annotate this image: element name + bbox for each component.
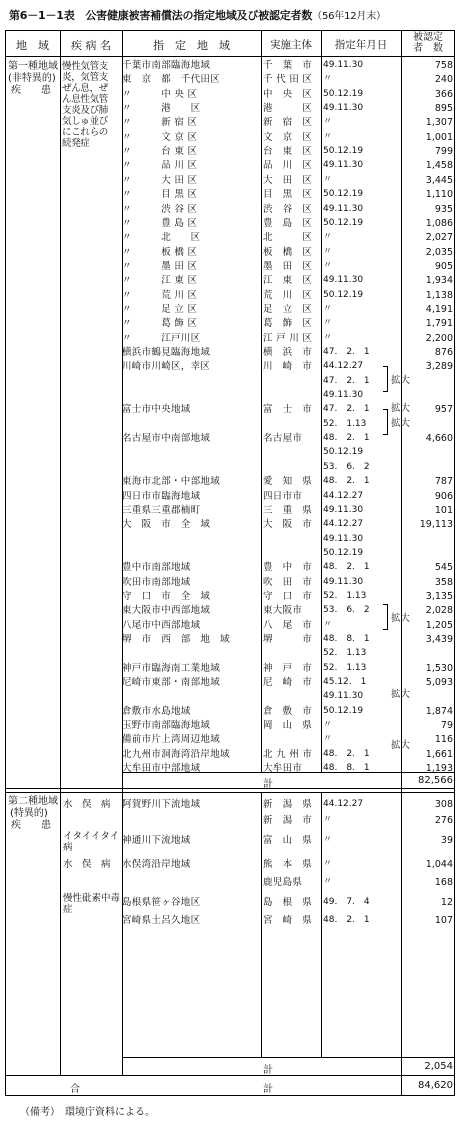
table-row (5, 475, 455, 488)
designation-date: 〃 (323, 859, 333, 869)
header-count-1: 被認定 (413, 32, 443, 43)
designation-date: 〃 (323, 260, 333, 271)
designation-date: 〃 (323, 720, 333, 731)
group2-subtotal-value: 2,054 (424, 1061, 453, 1072)
designated-area: 〃 目 黒 区 (122, 189, 198, 201)
group2-label-disease: 疾 患 (11, 820, 51, 831)
table-row (5, 274, 455, 287)
implementing-body: 大牟田市 (263, 763, 303, 775)
certified-count: 101 (434, 504, 453, 516)
designation-date: 49.11.30 (323, 576, 364, 587)
designation-date: 49.11.30 (323, 390, 364, 401)
certified-count: 5,093 (425, 677, 453, 689)
implementing-body: 川 崎 市 (263, 361, 313, 373)
certified-count: 4,660 (425, 433, 453, 445)
table-row (5, 858, 455, 871)
implementing-body: 横 浜 市 (263, 347, 313, 358)
certified-count: 1,001 (425, 131, 453, 143)
designation-date: 48. 8. 1 (323, 763, 370, 774)
bracket-nagoya (383, 409, 388, 435)
group1-subtotal-value: 82,566 (418, 775, 453, 786)
implementing-body: 名古屋市 (263, 433, 303, 445)
certified-count: 2,200 (425, 332, 453, 344)
designated-area: 神戸市臨海南工業地域 (122, 662, 221, 674)
implementing-body: 鹿児島県 (263, 877, 303, 888)
table-row (5, 831, 455, 853)
designation-date: 48. 2. 1 (323, 915, 370, 925)
implementing-body: 愛 知 県 (263, 476, 313, 488)
table-row (5, 576, 455, 589)
designation-date: 〃 (323, 332, 333, 343)
certified-count: 1,110 (425, 189, 453, 201)
designated-area: 大 阪 市 全 域 (122, 519, 211, 531)
designation-date: 50.12.19 (323, 705, 364, 716)
table-row (5, 633, 455, 646)
certified-count: 876 (434, 347, 453, 358)
designation-date: 48. 2. 1 (323, 433, 370, 444)
expansion-label-nagoya: 拡大 (391, 418, 411, 429)
implementing-body: 富 山 県 (263, 835, 313, 846)
implementing-body: 島 根 県 (263, 897, 313, 908)
certified-count: 19,113 (419, 519, 453, 531)
designation-date: 〃 (323, 131, 333, 142)
certified-count: 79 (440, 720, 453, 732)
designation-date: 50.12.19 (323, 447, 364, 458)
implementing-body: 豊 中 市 (263, 562, 313, 574)
table-row (5, 303, 455, 316)
total-label-2: 計 (263, 1084, 273, 1095)
rule-top (5, 30, 455, 31)
certified-count: 906 (434, 490, 453, 502)
designated-area: 三重県三重郡楠町 (122, 504, 201, 516)
designated-area: 川崎市川崎区，幸区 (122, 361, 211, 373)
rule-group1-bottom (5, 788, 455, 789)
table-row (5, 719, 455, 732)
implementing-body: 千 葉 市 (263, 60, 313, 71)
implementing-body: 東大阪市 (263, 605, 303, 617)
designation-date: 49.11.30 (323, 160, 364, 171)
implementing-body: 岡 山 県 (263, 720, 313, 732)
designation-date: 〃 (323, 835, 333, 845)
designation-date: 50.12.19 (323, 189, 364, 200)
implementing-body: 四日市市 (263, 490, 303, 502)
table-row (5, 159, 455, 172)
certified-count: 2,027 (425, 232, 453, 244)
table-row (5, 59, 455, 72)
designation-date: 49.11.30 (323, 504, 364, 515)
designated-area: 名古屋市中南部地域 (122, 433, 211, 445)
table-row (5, 676, 455, 689)
designation-date: 49.11.30 (323, 203, 364, 214)
designation-date: 〃 (323, 232, 333, 243)
certified-count: 1,458 (425, 160, 453, 172)
table-row (5, 490, 455, 503)
designation-date: 44.12.27 (323, 799, 364, 809)
implementing-body: 荒 川 区 (263, 289, 313, 301)
table-row (5, 662, 455, 675)
designated-area: 島根県笹ヶ谷地区 (122, 897, 201, 908)
disease-name: 水 俣 病 (63, 799, 111, 810)
group2-label-sub: (特異的) (10, 808, 48, 819)
table-row (5, 914, 455, 927)
implementing-body: 尼 崎 市 (263, 677, 313, 689)
certified-count: 1,138 (425, 289, 453, 301)
table-row (5, 88, 455, 101)
certified-count: 3,289 (425, 361, 453, 373)
designated-area: 吹田市南部地域 (122, 576, 191, 588)
group1-disease-line: 炎，気管支 (62, 72, 109, 83)
designation-date: 48. 2. 1 (323, 562, 370, 573)
designation-date: 44.12.27 (323, 361, 364, 372)
certified-count: 1,874 (425, 705, 453, 717)
group1-disease-line: 気しゅ並び (62, 116, 109, 127)
designation-date: 49.11.30 (323, 691, 364, 702)
table-row (5, 461, 455, 474)
table-row (5, 102, 455, 115)
designated-area: 富士市中央地域 (122, 404, 191, 416)
designated-area: 〃 中 央 区 (122, 88, 198, 100)
designated-area: 阿賀野川下流地域 (122, 799, 201, 810)
total-label-1: 合 (70, 1084, 80, 1095)
table-row (5, 217, 455, 230)
implementing-body: 新 宿 区 (263, 117, 313, 129)
table-row (5, 289, 455, 302)
designation-date: 50.12.19 (323, 217, 364, 228)
disease-name: 水 俣 病 (63, 859, 111, 870)
table-row (5, 690, 455, 703)
table-row (5, 231, 455, 244)
certified-count: 107 (434, 915, 453, 926)
expansion-label-fuji: 拡大 (391, 403, 411, 414)
designation-date: 〃 (323, 246, 333, 257)
designated-area: 八尾市中西部地域 (122, 619, 201, 631)
designated-area: 堺 市 西 部 地 域 (122, 634, 230, 645)
implementing-body: 豊 島 区 (263, 217, 313, 229)
certified-count: 957 (434, 404, 453, 416)
header-area: 指 定 地 域 (153, 39, 230, 52)
table-row (5, 332, 455, 345)
bracket-osaka (383, 604, 388, 630)
implementing-body: 足 立 区 (263, 303, 313, 315)
header-region: 地 域 (16, 39, 49, 52)
designation-date: 48. 2. 1 (323, 748, 370, 759)
table-row (5, 705, 455, 718)
implementing-body: 倉 敷 市 (263, 705, 313, 717)
implementing-body: 江 東 区 (263, 275, 313, 287)
implementing-body: 富 士 市 (263, 404, 313, 416)
rule-header-bottom (5, 56, 455, 57)
designation-date: 45.12. 1 (323, 677, 367, 688)
certified-count: 39 (440, 835, 453, 846)
designated-area: 〃 新 宿 区 (122, 117, 198, 129)
implementing-body: 新 潟 県 (263, 799, 313, 810)
table-row (5, 174, 455, 187)
table-row (5, 762, 455, 775)
group1-disease-line: 慢性気管支 (62, 61, 109, 72)
designated-area: 玉野市南部臨海地域 (122, 720, 211, 732)
designated-area: 大牟田市中部地域 (122, 763, 201, 775)
certified-count: 2,035 (425, 246, 453, 258)
designated-area: 水俣湾沿岸地域 (122, 859, 191, 870)
certified-count: 2,028 (425, 605, 453, 617)
group1-disease-line: 支炎及び肺 (62, 105, 109, 116)
designation-date: 〃 (323, 815, 333, 825)
implementing-body: 大 阪 市 (263, 519, 313, 531)
table-row (5, 893, 455, 915)
header-body: 実施主体 (270, 39, 312, 51)
implementing-body: 千 代 田 区 (263, 74, 313, 86)
designation-date: 52. 1.13 (323, 418, 367, 429)
certified-count: 4,191 (425, 303, 453, 315)
designation-date: 48. 8. 1 (323, 634, 370, 644)
certified-count: 545 (434, 562, 453, 574)
table-row (5, 446, 455, 459)
implementing-body: 新 潟 市 (263, 815, 313, 826)
expansion-label-kawasaki: 拡大 (391, 375, 411, 386)
group1-disease-line: ぜん息，ぜ (62, 83, 109, 94)
designated-area: 宮崎県土呂久地区 (122, 915, 201, 926)
implementing-body: 熊 本 県 (263, 859, 313, 870)
total-value: 84,620 (418, 1080, 453, 1091)
certified-count: 1,661 (425, 748, 453, 760)
source-note: （備考） 環境庁資料による。 (20, 1107, 155, 1118)
rule-bottom (5, 1095, 455, 1096)
table-row (5, 73, 455, 86)
expansion-label-sakai: 拡大 (391, 689, 411, 700)
table-row (5, 547, 455, 560)
designated-area: 備前市片上湾周辺地域 (122, 734, 221, 746)
designated-area: 〃 港 区 (122, 103, 201, 115)
certified-count: 168 (434, 877, 453, 888)
disease-name: イタイイタイ病 (63, 831, 120, 853)
designated-area: 豊中市南部地域 (122, 562, 191, 574)
designated-area: 守 口 市 全 域 (122, 590, 211, 602)
table-row (5, 145, 455, 158)
table-row (5, 647, 455, 660)
table-row (5, 116, 455, 129)
implementing-body: 宮 崎 県 (263, 915, 313, 926)
group1-disease-line: 続発症 (62, 138, 90, 149)
table-row (5, 504, 455, 517)
implementing-body: 品 川 区 (263, 160, 313, 172)
certified-count: 240 (434, 74, 453, 86)
designation-date: 53. 6. 2 (323, 461, 370, 472)
implementing-body: 堺 市 (263, 634, 313, 645)
certified-count: 3,439 (425, 634, 453, 645)
implementing-body: 江 戸 川 区 (263, 332, 313, 344)
designated-area: 倉敷市水島地域 (122, 705, 191, 717)
designated-area: 東海市北部・中部地域 (122, 476, 221, 488)
designation-date: 49.11.30 (323, 60, 364, 70)
rule-group2-bottom (5, 1075, 455, 1076)
designation-date: 49.11.30 (323, 275, 364, 286)
designation-date: 47. 2. 1 (323, 404, 370, 415)
designated-area: 〃 品 川 区 (122, 160, 198, 172)
certified-count: 935 (434, 203, 453, 215)
implementing-body: 大 田 区 (263, 174, 313, 186)
designation-date: 50.12.19 (323, 289, 364, 300)
table-row (5, 748, 455, 761)
certified-count: 366 (434, 88, 453, 100)
implementing-body: 目 黒 区 (263, 189, 313, 201)
implementing-body: 港 区 (263, 103, 313, 115)
certified-count: 3,135 (425, 590, 453, 602)
header-disease: 疾 病 名 (71, 39, 111, 52)
designation-date: 44.12.27 (323, 490, 364, 501)
designated-area-table (5, 30, 455, 1095)
certified-count: 3,445 (425, 174, 453, 186)
table-unit-note: （56年12月末） (312, 11, 386, 22)
certified-count: 276 (434, 815, 453, 826)
certified-count: 1,086 (425, 217, 453, 229)
designation-date: 49. 7. 4 (323, 897, 370, 907)
designation-date: 〃 (323, 303, 333, 314)
designated-area: 千葉市南部臨海地域 (122, 60, 211, 71)
designated-area: 〃 北 区 (122, 232, 201, 244)
implementing-body: 北 区 (263, 232, 313, 244)
certified-count: 895 (434, 103, 453, 115)
rule-subtotal2-top (122, 1057, 455, 1058)
table-row (5, 317, 455, 330)
implementing-body: 渋 谷 区 (263, 203, 313, 215)
group1-label-disease: 疾 患 (11, 85, 51, 96)
certified-count: 12 (440, 897, 453, 908)
rule-group2-top (5, 792, 455, 793)
designation-date: 52. 1.13 (323, 590, 367, 601)
certified-count: 358 (434, 576, 453, 588)
designated-area: 東大阪市中西部地域 (122, 605, 211, 617)
disease-name: 慢性砒素中毒症 (63, 893, 121, 915)
table-row (5, 590, 455, 603)
designated-area: 東 京 都 千代田区 (122, 74, 221, 86)
certified-count: 905 (434, 260, 453, 272)
header-date: 指定年月日 (334, 39, 388, 51)
table-row (5, 346, 455, 359)
designation-date: 50.12.19 (323, 146, 364, 157)
designated-area: 〃 江 東 区 (122, 275, 198, 287)
certified-count: 1,934 (425, 275, 453, 287)
designated-area: 〃 荒 川 区 (122, 289, 198, 301)
group1-disease-line: にこれらの (62, 127, 109, 138)
designation-date: 53. 6. 2 (323, 605, 370, 616)
bracket-kawasaki (383, 366, 388, 392)
designation-date: 50.12.19 (323, 547, 364, 558)
designated-area: 〃 渋 谷 区 (122, 203, 198, 215)
certified-count: 787 (434, 476, 453, 488)
certified-count: 116 (434, 734, 453, 746)
group1-subtotal-label: 計 (263, 779, 273, 790)
table-row (5, 733, 455, 746)
designation-date: 48. 2. 1 (323, 476, 370, 487)
expansion-label-amagasaki: 拡大 (391, 740, 411, 751)
implementing-body: 台 東 区 (263, 146, 313, 158)
implementing-body: 北 九 州 市 (263, 748, 313, 760)
designated-area: 神通川下流地域 (122, 835, 191, 846)
designation-date: 52. 1.13 (323, 648, 367, 659)
certified-count: 758 (434, 60, 453, 71)
designation-date: 〃 (323, 619, 333, 630)
implementing-body: 八 尾 市 (263, 619, 313, 631)
designated-area: 〃 江戸川区 (122, 332, 201, 344)
implementing-body: 文 京 区 (263, 131, 313, 143)
certified-count: 799 (434, 146, 453, 158)
designation-date: 47. 2. 1 (323, 375, 370, 386)
certified-count: 1,530 (425, 662, 453, 674)
table-row (5, 533, 455, 546)
designation-date: 〃 (323, 74, 333, 85)
table-row (5, 561, 455, 574)
table-title: 第6－1－1表 公害健康被害補償法の指定地域及び被認定者数（56年12月末） (9, 9, 386, 22)
table-row (5, 518, 455, 531)
implementing-body: 板 橋 区 (263, 246, 313, 258)
designated-area: 横浜市鶴見臨海地域 (122, 347, 211, 358)
table-row (5, 131, 455, 144)
implementing-body: 吹 田 市 (263, 576, 313, 588)
designation-date: 44.12.27 (323, 519, 364, 530)
certified-count: 1,205 (425, 619, 453, 631)
group2-subtotal-label: 計 (263, 1065, 273, 1076)
designated-area: 〃 大 田 区 (122, 174, 198, 186)
designated-area: 〃 葛 飾 区 (122, 318, 198, 330)
certified-count: 1,791 (425, 318, 453, 330)
table-row (5, 188, 455, 201)
designation-date: 52. 1.13 (323, 662, 367, 673)
table-row (5, 814, 455, 827)
designation-date: 47. 2. 1 (323, 347, 370, 357)
designated-area: 〃 文 京 区 (122, 131, 198, 143)
designation-date: 〃 (323, 877, 333, 887)
designation-date: 49.11.30 (323, 533, 364, 544)
designation-date: 49.11.30 (323, 103, 364, 114)
designation-date: 50.12.19 (323, 88, 364, 99)
designated-area: 〃 豊 島 区 (122, 217, 198, 229)
designation-date: 〃 (323, 174, 333, 185)
group1-label-sub: (非特異的) (8, 73, 56, 84)
certified-count: 308 (434, 799, 453, 810)
header-count-2: 者 数 (413, 43, 443, 54)
implementing-body: 葛 飾 区 (263, 318, 313, 330)
certified-count: 1,307 (425, 117, 453, 129)
group2-label: 第二種地域 (8, 796, 58, 807)
designated-area: 尼崎市東部・南部地域 (122, 677, 221, 689)
implementing-body: 神 戸 市 (263, 662, 313, 674)
certified-count: 1,044 (425, 859, 453, 870)
implementing-body: 守 口 市 (263, 590, 313, 602)
designated-area: 北九州市洞海湾沿岸地域 (122, 748, 230, 760)
group1-label: 第一種地域 (8, 61, 58, 72)
expansion-label-osaka: 拡大 (391, 613, 411, 624)
certified-count: 1,193 (425, 763, 453, 775)
table-row (5, 246, 455, 259)
designation-date: 〃 (323, 117, 333, 128)
implementing-body: 中 央 区 (263, 88, 313, 100)
designation-date: 〃 (323, 734, 333, 745)
table-row (5, 876, 455, 889)
designated-area: 〃 足 立 区 (122, 303, 198, 315)
designated-area: 〃 墨 田 区 (122, 260, 198, 272)
designated-area: 〃 台 東 区 (122, 146, 198, 158)
table-row (5, 798, 455, 811)
table-row (5, 203, 455, 216)
designation-date: 〃 (323, 318, 333, 329)
implementing-body: 墨 田 区 (263, 260, 313, 272)
designated-area: 〃 板 橋 区 (122, 246, 198, 258)
group1-disease-line: ん息性気管 (62, 94, 109, 105)
designated-area: 四日市市臨海地域 (122, 490, 201, 502)
table-row (5, 260, 455, 273)
implementing-body: 三 重 県 (263, 504, 313, 516)
